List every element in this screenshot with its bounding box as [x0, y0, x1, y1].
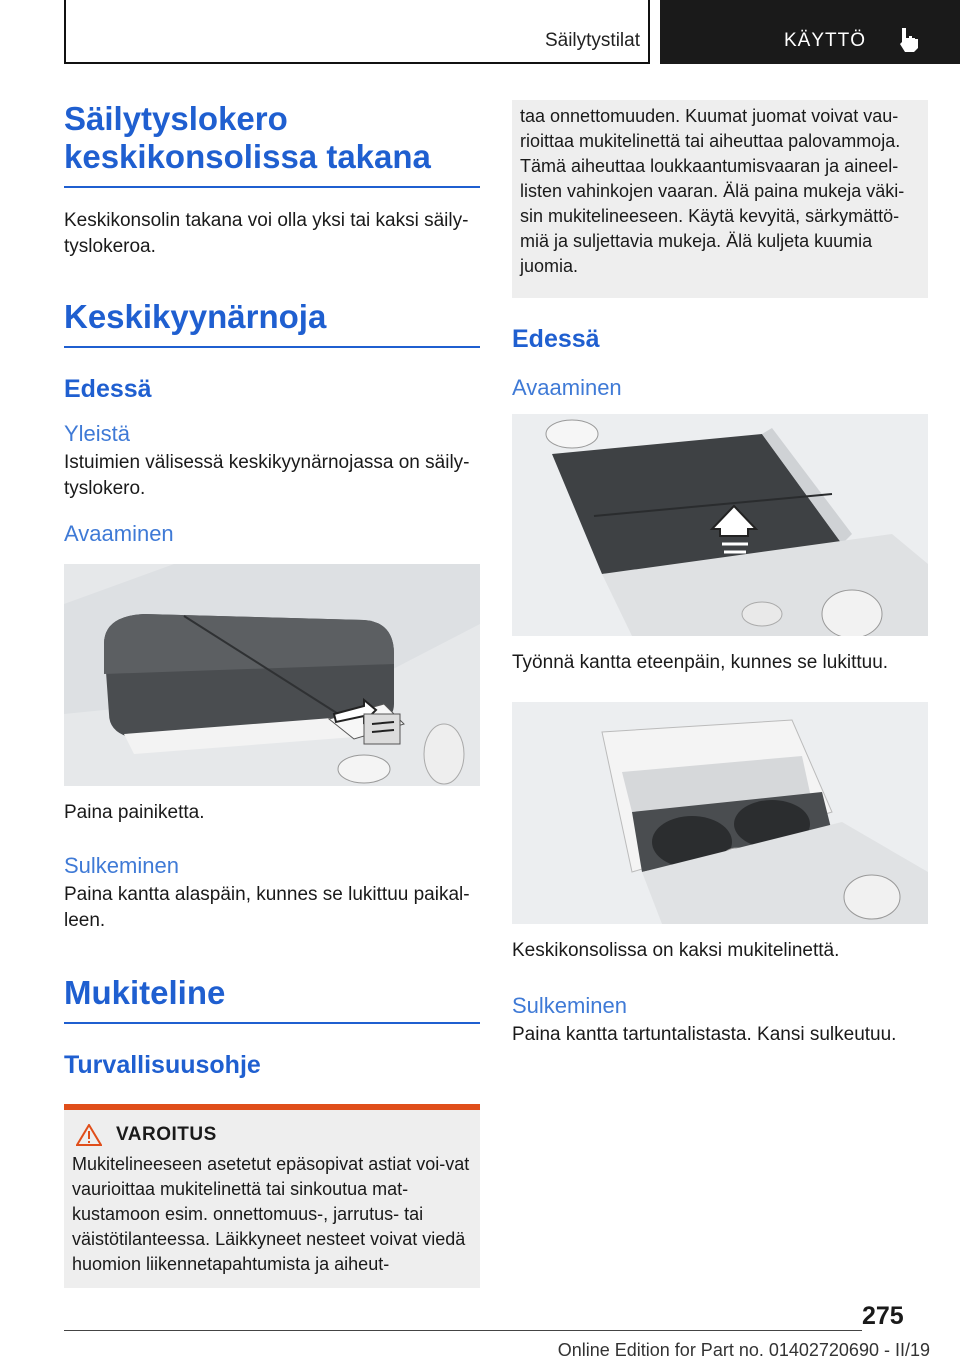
- left-column: [64, 100, 480, 1288]
- section-title: Säilytystilat: [544, 30, 640, 51]
- warning-box-continued: [512, 100, 928, 298]
- heading-rule: [64, 186, 480, 188]
- closing-text-right: Paina kantta tartuntalistasta. Kansi sulkeutuu.: [512, 1024, 897, 1045]
- chapter-tab[interactable]: [660, 0, 960, 64]
- heading-armrest: Keskikyynärnoja: [64, 298, 327, 335]
- storage-rear-text: Keskikonsolin takana voi olla yksi tai kaksi säily-tyslokeroa.: [64, 210, 469, 257]
- caption-two-cupholders: Keskikonsolissa on kaksi mukitelinettä.: [512, 940, 840, 961]
- heading-closing: Sulkeminen: [64, 853, 179, 878]
- chapter-title: KÄYTTÖ: [784, 30, 867, 51]
- warning-text-continued: taa onnettomuuden. Kuumat juomat voivat vau-rioittaa mukitelinettä tai aiheuttaa palovammoja. Tämä aiheuttaa loukkaantumisvaaran ja aineel-listen vahinkojen vaaran. Älä paina mukeja väki-sin mukitelineeseen. Käytä kevyitä, särkymättö-miä ja suljettavia mukeja. Älä kuljeta kuumia juomia.: [520, 106, 905, 276]
- warning-text: Mukitelineeseen asetetut epäsopivat astiat voi-vat vaurioittaa mukitelinettä tai sinkoutua mat-kustamoon esim. onnettomuus-, jarrutus- tai väistötilanteessa. Läikkyneet nesteet voivat viedä huomion liikennetapahtumista ja aiheut-: [72, 1154, 470, 1274]
- heading-storage-rear: Säilytyslokero keskikonsolissa takana: [64, 100, 431, 175]
- caption-push-lid: Työnnä kantta eteenpäin, kunnes se lukittuu.: [512, 652, 889, 673]
- heading-front: Edessä: [64, 375, 152, 403]
- cupholder-open-image: [512, 702, 928, 924]
- header-border-left: [64, 0, 66, 64]
- warning-triangle-icon: [76, 1124, 102, 1146]
- heading-opening: Avaaminen: [64, 521, 174, 546]
- heading-opening-right: Avaaminen: [512, 375, 622, 400]
- warning-box: [64, 1104, 480, 1288]
- closing-text: Paina kantta alaspäin, kunnes se lukittuu paikal-leen.: [64, 884, 470, 931]
- cupholder-closed-image: [512, 414, 928, 636]
- footer-rule: [64, 1330, 862, 1331]
- right-column: [512, 100, 928, 1048]
- armrest-image: [64, 564, 480, 786]
- heading-front-right: Edessä: [512, 325, 600, 353]
- heading-cupholder: Mukiteline: [64, 974, 226, 1011]
- caption-press-button: Paina painiketta.: [64, 802, 205, 823]
- heading-rule: [64, 346, 480, 348]
- edition-text: Online Edition for Part no. 01402720690 - II/19: [557, 1340, 930, 1360]
- heading-closing-right: Sulkeminen: [512, 993, 627, 1018]
- heading-safety: Turvallisuusohje: [64, 1051, 261, 1079]
- heading-general: Yleistä: [64, 421, 131, 446]
- pointing-hand-icon: [896, 26, 922, 52]
- header-rule: [64, 62, 650, 64]
- warning-label: VAROITUS: [116, 1124, 217, 1145]
- page-number: 275: [862, 1302, 904, 1330]
- header-border-mid: [648, 0, 650, 64]
- heading-rule: [64, 1022, 480, 1024]
- general-text: Istuimien välisessä keskikyynärnojassa on säily-tyslokero.: [64, 452, 470, 499]
